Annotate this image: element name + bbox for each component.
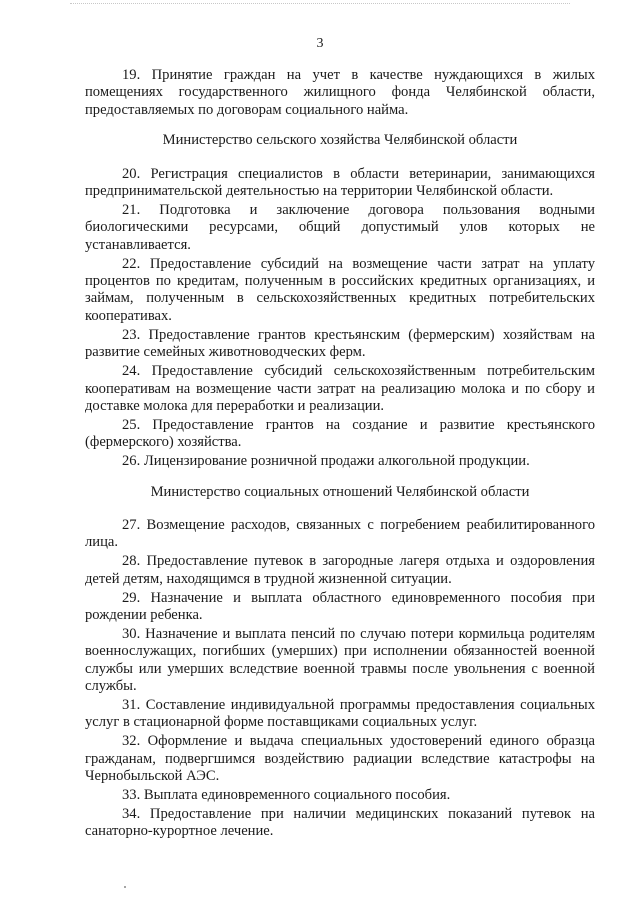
document-body — [85, 67, 595, 842]
list-item: 28. Предоставление путевок в загородные лагеря отдыха и оздоровления детей детям, находящимся в трудной жизненной ситуации. — [85, 553, 595, 587]
scan-speck — [124, 886, 126, 888]
list-item: 21. Подготовка и заключение договора пользования водными биологическими ресурсами, общий допустимый улов которых не устанавливается. — [85, 201, 595, 253]
list-item: 26. Лицензирование розничной продажи алкогольной продукции. — [122, 453, 530, 470]
list-item: 32. Оформление и выдача специальных удостоверений единого образца гражданам, подвергшимся воздействию радиации вследствие катастрофы на Чернобыльской АЭС. — [85, 733, 595, 785]
page-number: 3 — [316, 36, 324, 51]
list-item: 20. Регистрация специалистов в области ветеринарии, занимающихся предпринимательской деятельностью на территории Челябинской области. — [85, 165, 595, 200]
scan-artifact-line — [70, 3, 570, 5]
list-item: 30. Назначение и выплата пенсий по случаю потери кормильца родителям военнослужащих, погибших (умерших) при исполнении обязанностей военной службы или умерших вследствие военной травмы после увольнения с военной службы. — [85, 625, 595, 695]
section-heading-agriculture: Министерство сельского хозяйства Челябинской области — [162, 132, 518, 149]
list-item: 27. Возмещение расходов, связанных с погребением реабилитированного лица. — [85, 516, 595, 551]
list-item: 31. Составление индивидуальной программы предоставления социальных услуг в стационарной форме поставщиками социальных услуг. — [85, 697, 595, 731]
list-item: 34. Предоставление при наличии медицинских показаний путевок на санаторно-курортное лечение. — [85, 805, 595, 840]
list-item: 29. Назначение и выплата областного единовременного пособия при рождении ребенка. — [85, 589, 595, 623]
list-item: 19. Принятие граждан на учет в качестве нуждающихся в жилых помещениях государственного жилищного фонда Челябинской области, предоставляемых по договорам социального найма. — [85, 67, 595, 118]
section-heading-social: Министерство социальных отношений Челябинской области — [150, 483, 530, 500]
list-item: 33. Выплата единовременного социального пособия. — [122, 787, 451, 804]
list-item: 23. Предоставление грантов крестьянским (фермерским) хозяйствам на развитие семейных животноводческих ферм. — [85, 326, 595, 361]
list-item: 25. Предоставление грантов на создание и развитие крестьянского (фермерского) хозяйства. — [85, 416, 595, 451]
list-item: 24. Предоставление субсидий сельскохозяйственным потребительским кооперативам на возмещение части затрат на реализацию молока и по сбору и доставке молока для переработки и реализации. — [85, 363, 595, 414]
list-item: 22. Предоставление субсидий на возмещение части затрат на уплату процентов по кредитам, полученным в российских кредитных организациях, и займам, полученным в сельскохозяйственных кредитных потребительских кооперативах. — [85, 255, 595, 324]
